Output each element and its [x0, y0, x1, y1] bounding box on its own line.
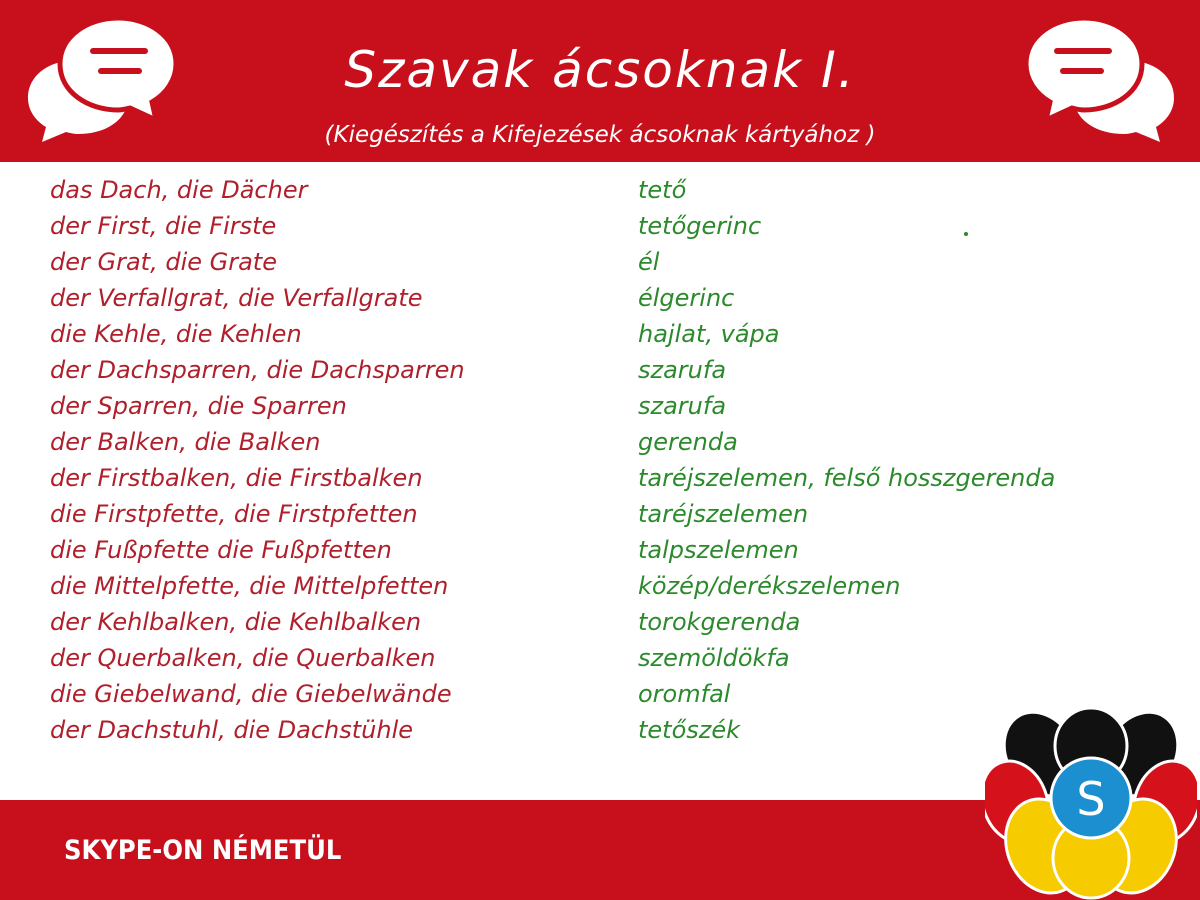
logo-letter: S	[1076, 772, 1106, 826]
vocab-row	[50, 316, 1110, 352]
german-term: der Grat, die Grate	[50, 248, 277, 276]
vocab-row	[50, 640, 1110, 676]
hungarian-term: torokgerenda	[638, 608, 801, 636]
stray-dot	[964, 232, 968, 236]
german-term: die Fußpfette die Fußpfetten	[50, 536, 392, 564]
hungarian-term: oromfal	[638, 680, 731, 708]
vocab-row	[50, 424, 1110, 460]
hungarian-term: szarufa	[638, 392, 727, 420]
brand-name: SKYPE-ON NÉMETÜL	[64, 835, 342, 866]
hungarian-term: szarufa	[638, 356, 727, 384]
page-title: Szavak ácsoknak I.	[344, 41, 856, 99]
german-term: die Kehle, die Kehlen	[50, 320, 302, 348]
german-term: das Dach, die Dächer	[50, 176, 308, 204]
hungarian-term: élgerinc	[638, 284, 735, 312]
german-term: der Balken, die Balken	[50, 428, 321, 456]
german-term: der Sparren, die Sparren	[50, 392, 347, 420]
hungarian-term: él	[638, 248, 660, 276]
vocab-row	[50, 208, 1110, 244]
vocab-row	[50, 496, 1110, 532]
hungarian-term: tetőszék	[638, 716, 741, 744]
hungarian-term: taréjszelemen, felső hosszgerenda	[638, 464, 1056, 492]
hungarian-term: szemöldökfa	[638, 644, 790, 672]
vocab-row	[50, 280, 1110, 316]
vocab-row	[50, 388, 1110, 424]
vocab-row	[50, 568, 1110, 604]
german-term: die Mittelpfette, die Mittelpfetten	[50, 572, 449, 600]
hungarian-term: tető	[638, 176, 687, 204]
skype-flag-flower-logo	[985, 706, 1197, 900]
vocab-row	[50, 604, 1110, 640]
vocabulary-list	[50, 172, 1110, 748]
hungarian-term: talpszelemen	[638, 536, 799, 564]
vocab-row	[50, 712, 1110, 748]
german-term: der Kehlbalken, die Kehlbalken	[50, 608, 422, 636]
vocab-row	[50, 352, 1110, 388]
page-subtitle: (Kiegészítés a Kifejezések ácsoknak kártyához )	[324, 122, 876, 148]
vocab-row	[50, 460, 1110, 496]
hungarian-term: hajlat, vápa	[638, 320, 780, 348]
german-term: der Dachsparren, die Dachsparren	[50, 356, 465, 384]
vocab-row	[50, 172, 1110, 208]
hungarian-term: gerenda	[638, 428, 738, 456]
german-term: der First, die Firste	[50, 212, 277, 240]
hungarian-term: tetőgerinc	[638, 212, 762, 240]
german-term: der Querbalken, die Querbalken	[50, 644, 436, 672]
vocab-row	[50, 532, 1110, 568]
german-term: die Giebelwand, die Giebelwände	[50, 680, 452, 708]
german-term: der Firstbalken, die Firstbalken	[50, 464, 423, 492]
german-term: der Verfallgrat, die Verfallgrate	[50, 284, 423, 312]
header-banner	[0, 0, 1200, 162]
hungarian-term: közép/derékszelemen	[638, 572, 901, 600]
vocab-row	[50, 244, 1110, 280]
german-term: der Dachstuhl, die Dachstühle	[50, 716, 414, 744]
hungarian-term: taréjszelemen	[638, 500, 809, 528]
german-term: die Firstpfette, die Firstpfetten	[50, 500, 418, 528]
vocab-row	[50, 676, 1110, 712]
